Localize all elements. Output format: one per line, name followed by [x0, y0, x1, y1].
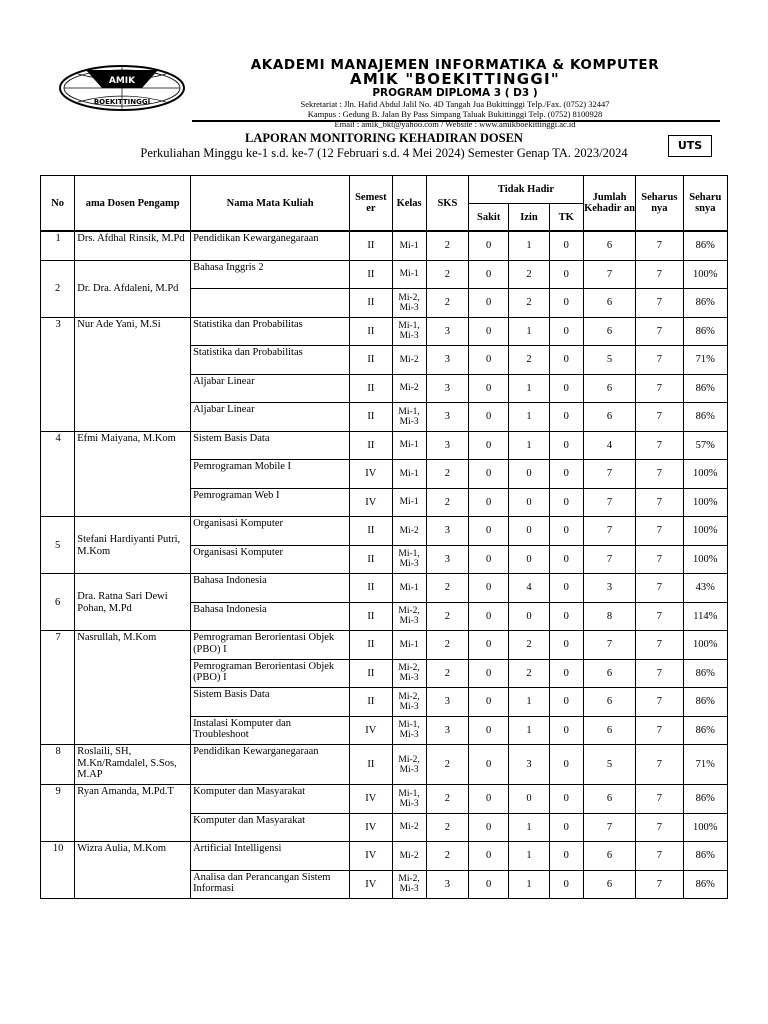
cell-izin: 0: [509, 517, 549, 546]
cell-kelas: Mi-2: [392, 346, 426, 375]
cell-kelas: Mi-2, Mi-3: [392, 870, 426, 899]
cell-course: Organisasi Komputer: [191, 545, 350, 574]
cell-sakit: 0: [469, 231, 509, 260]
cell-course: Pemrograman Berorientasi Objek (PBO) I: [191, 631, 350, 660]
cell-izin: 2: [509, 659, 549, 688]
cell-seharusnya: 7: [636, 870, 683, 899]
table-row: [41, 231, 728, 260]
cell-sakit: 0: [469, 688, 509, 717]
cell-persen: 100%: [683, 631, 727, 660]
cell-izin: 2: [509, 260, 549, 289]
cell-sks: 2: [426, 231, 468, 260]
cell-tk: 0: [549, 346, 583, 375]
cell-sakit: 0: [469, 545, 509, 574]
cell-sks: 3: [426, 517, 468, 546]
logo-subtext: BOEKITTINGGI: [93, 98, 151, 106]
cell-izin: 1: [509, 374, 549, 403]
cell-persen: 86%: [683, 842, 727, 871]
cell-kelas: Mi-2: [392, 813, 426, 842]
cell-sakit: 0: [469, 317, 509, 346]
cell-tk: 0: [549, 431, 583, 460]
cell-sakit: 0: [469, 842, 509, 871]
cell-sks: 3: [426, 688, 468, 717]
cell-persen: 57%: [683, 431, 727, 460]
cell-semester: II: [350, 659, 392, 688]
cell-sakit: 0: [469, 813, 509, 842]
cell-semester: II: [350, 260, 392, 289]
cell-lecturer-name: Stefani Hardiyanti Putri, M.Kom: [75, 517, 191, 574]
cell-course: Bahasa Indonesia: [191, 574, 350, 603]
cell-persen: 86%: [683, 785, 727, 814]
cell-kelas: Mi-2: [392, 842, 426, 871]
cell-jumlah: 7: [583, 460, 635, 489]
cell-sks: 2: [426, 785, 468, 814]
cell-sks: 3: [426, 431, 468, 460]
cell-semester: IV: [350, 716, 392, 745]
cell-tk: 0: [549, 716, 583, 745]
cell-persen: 71%: [683, 745, 727, 785]
cell-sakit: 0: [469, 659, 509, 688]
table-row: [41, 842, 728, 871]
letterhead-divider: [192, 120, 720, 122]
cell-course: Organisasi Komputer: [191, 517, 350, 546]
program-name: PROGRAM DIPLOMA 3 ( D3 ): [372, 87, 538, 99]
cell-persen: 86%: [683, 231, 727, 260]
cell-kelas: Mi-1: [392, 431, 426, 460]
cell-tk: 0: [549, 517, 583, 546]
cell-semester: II: [350, 317, 392, 346]
cell-semester: II: [350, 545, 392, 574]
cell-persen: 100%: [683, 260, 727, 289]
cell-tk: 0: [549, 260, 583, 289]
col-seharusnya: Seharus nya: [636, 176, 683, 232]
cell-kelas: Mi-1: [392, 488, 426, 517]
cell-jumlah: 6: [583, 785, 635, 814]
col-semester: Semest er: [350, 176, 392, 232]
cell-persen: 100%: [683, 517, 727, 546]
cell-kelas: Mi-2, Mi-3: [392, 745, 426, 785]
cell-seharusnya: 7: [636, 813, 683, 842]
col-sks: SKS: [426, 176, 468, 232]
cell-sks: 2: [426, 488, 468, 517]
cell-seharusnya: 7: [636, 231, 683, 260]
cell-sks: 3: [426, 374, 468, 403]
cell-izin: 1: [509, 403, 549, 432]
cell-kelas: Mi-2, Mi-3: [392, 688, 426, 717]
cell-course: Instalasi Komputer dan Troubleshoot: [191, 716, 350, 745]
cell-no: 5: [41, 517, 75, 574]
cell-sakit: 0: [469, 745, 509, 785]
col-no: No: [41, 176, 75, 232]
cell-kelas: Mi-1: [392, 231, 426, 260]
cell-sakit: 0: [469, 260, 509, 289]
cell-persen: 86%: [683, 317, 727, 346]
cell-izin: 0: [509, 545, 549, 574]
letterhead: [190, 58, 720, 129]
cell-tk: 0: [549, 460, 583, 489]
cell-jumlah: 7: [583, 545, 635, 574]
cell-semester: II: [350, 688, 392, 717]
cell-izin: 0: [509, 602, 549, 631]
cell-izin: 1: [509, 716, 549, 745]
cell-seharusnya: 7: [636, 346, 683, 375]
cell-course: Pemrograman Mobile I: [191, 460, 350, 489]
cell-semester: IV: [350, 870, 392, 899]
cell-sakit: 0: [469, 460, 509, 489]
cell-semester: IV: [350, 842, 392, 871]
cell-izin: 3: [509, 745, 549, 785]
cell-jumlah: 5: [583, 745, 635, 785]
cell-sks: 3: [426, 870, 468, 899]
cell-course: Aljabar Linear: [191, 403, 350, 432]
campus-name: AMIK "BOEKITTINGGI": [349, 70, 561, 88]
cell-kelas: Mi-1, Mi-3: [392, 545, 426, 574]
cell-jumlah: 4: [583, 431, 635, 460]
cell-sakit: 0: [469, 488, 509, 517]
cell-jumlah: 8: [583, 602, 635, 631]
cell-kelas: Mi-2: [392, 517, 426, 546]
cell-seharusnya: 7: [636, 716, 683, 745]
cell-sakit: 0: [469, 631, 509, 660]
cell-seharusnya: 7: [636, 460, 683, 489]
cell-seharusnya: 7: [636, 574, 683, 603]
cell-seharusnya: 7: [636, 403, 683, 432]
cell-sakit: 0: [469, 870, 509, 899]
cell-seharusnya: 7: [636, 631, 683, 660]
cell-course: Aljabar Linear: [191, 374, 350, 403]
cell-semester: II: [350, 231, 392, 260]
cell-kelas: Mi-1, Mi-3: [392, 785, 426, 814]
cell-jumlah: 6: [583, 289, 635, 318]
cell-persen: 86%: [683, 716, 727, 745]
table-row: [41, 260, 728, 289]
cell-persen: 100%: [683, 813, 727, 842]
cell-tk: 0: [549, 488, 583, 517]
cell-persen: 86%: [683, 688, 727, 717]
cell-tk: 0: [549, 231, 583, 260]
cell-izin: 2: [509, 631, 549, 660]
cell-sks: 2: [426, 602, 468, 631]
cell-semester: IV: [350, 785, 392, 814]
cell-seharusnya: 7: [636, 545, 683, 574]
cell-no: 7: [41, 631, 75, 745]
col-persen: Seharu snya: [683, 176, 727, 232]
cell-seharusnya: 7: [636, 842, 683, 871]
cell-semester: II: [350, 431, 392, 460]
cell-tk: 0: [549, 688, 583, 717]
cell-lecturer-name: Dra. Ratna Sari Dewi Pohan, M.Pd: [75, 574, 191, 631]
contact-info: Email : amik_bkt@yahoo.com / Website : www.amikboekittinggi.ac.id: [334, 119, 576, 129]
cell-izin: 2: [509, 289, 549, 318]
cell-seharusnya: 7: [636, 289, 683, 318]
cell-lecturer-name: Ryan Amanda, M.Pd.T: [75, 785, 191, 842]
cell-kelas: Mi-1: [392, 260, 426, 289]
cell-jumlah: 6: [583, 231, 635, 260]
cell-lecturer-name: Roslaili, SH, M.Kn/Ramdalel, S.Sos, M.AP: [75, 745, 191, 785]
cell-izin: 1: [509, 842, 549, 871]
cell-seharusnya: 7: [636, 659, 683, 688]
cell-jumlah: 7: [583, 260, 635, 289]
cell-izin: 2: [509, 346, 549, 375]
cell-kelas: Mi-2, Mi-3: [392, 602, 426, 631]
cell-semester: II: [350, 574, 392, 603]
cell-jumlah: 7: [583, 517, 635, 546]
cell-jumlah: 6: [583, 317, 635, 346]
cell-seharusnya: 7: [636, 260, 683, 289]
cell-semester: II: [350, 289, 392, 318]
campus-address: Kampus : Gedung B. Jalan By Pass Simpang Taluak Bukittinggi Telp. (0752) 8100928: [307, 109, 603, 119]
table-body: [41, 231, 728, 899]
cell-jumlah: 6: [583, 659, 635, 688]
cell-seharusnya: 7: [636, 785, 683, 814]
cell-persen: 100%: [683, 545, 727, 574]
cell-sakit: 0: [469, 346, 509, 375]
table-row: [41, 785, 728, 814]
cell-jumlah: 6: [583, 842, 635, 871]
cell-sakit: 0: [469, 517, 509, 546]
cell-tk: 0: [549, 574, 583, 603]
cell-kelas: Mi-1, Mi-3: [392, 403, 426, 432]
cell-lecturer-name: Wizra Aulia, M.Kom: [75, 842, 191, 899]
cell-jumlah: 6: [583, 403, 635, 432]
cell-course: [191, 289, 350, 318]
cell-tk: 0: [549, 813, 583, 842]
cell-seharusnya: 7: [636, 431, 683, 460]
cell-semester: IV: [350, 813, 392, 842]
exam-badge: UTS: [668, 135, 712, 157]
cell-jumlah: 7: [583, 631, 635, 660]
cell-izin: 1: [509, 870, 549, 899]
cell-tk: 0: [549, 842, 583, 871]
cell-course: Bahasa Indonesia: [191, 602, 350, 631]
cell-semester: II: [350, 517, 392, 546]
cell-course: Pemrograman Web I: [191, 488, 350, 517]
table-row: [41, 431, 728, 460]
cell-course: Sistem Basis Data: [191, 431, 350, 460]
institution-name: AKADEMI MANAJEMEN INFORMATIKA & KOMPUTER: [250, 57, 660, 73]
cell-sakit: 0: [469, 716, 509, 745]
cell-semester: II: [350, 745, 392, 785]
cell-izin: 0: [509, 488, 549, 517]
cell-sks: 2: [426, 745, 468, 785]
table-row: [41, 517, 728, 546]
cell-sks: 3: [426, 346, 468, 375]
cell-course: Statistika dan Probabilitas: [191, 317, 350, 346]
cell-kelas: Mi-1: [392, 574, 426, 603]
cell-tk: 0: [549, 659, 583, 688]
cell-izin: 0: [509, 460, 549, 489]
cell-course: Artificial Intelligensi: [191, 842, 350, 871]
cell-sks: 2: [426, 574, 468, 603]
col-jumlah: Jumlah Kehadir an: [583, 176, 635, 232]
cell-persen: 86%: [683, 659, 727, 688]
cell-kelas: Mi-2, Mi-3: [392, 289, 426, 318]
cell-course: Bahasa Inggris 2: [191, 260, 350, 289]
cell-lecturer-name: Dr. Dra. Afdaleni, M.Pd: [75, 260, 191, 317]
logo-text: AMIK: [108, 76, 136, 86]
cell-persen: 100%: [683, 488, 727, 517]
report-subtitle: Perkuliahan Minggu ke-1 s.d. ke-7 (12 Februari s.d. 4 Mei 2024) Semester Genap TA. 2023/2024: [140, 146, 628, 160]
cell-kelas: Mi-2, Mi-3: [392, 659, 426, 688]
cell-no: 8: [41, 745, 75, 785]
cell-sks: 2: [426, 289, 468, 318]
cell-seharusnya: 7: [636, 488, 683, 517]
cell-course: Pendidikan Kewarganegaraan: [191, 231, 350, 260]
cell-persen: 86%: [683, 403, 727, 432]
cell-sks: 2: [426, 842, 468, 871]
cell-course: Pemrograman Berorientasi Objek (PBO) I: [191, 659, 350, 688]
cell-no: 6: [41, 574, 75, 631]
cell-sks: 2: [426, 260, 468, 289]
cell-sks: 2: [426, 813, 468, 842]
cell-no: 9: [41, 785, 75, 842]
cell-kelas: Mi-1, Mi-3: [392, 716, 426, 745]
cell-seharusnya: 7: [636, 688, 683, 717]
cell-course: Pendidikan Kewarganegaraan: [191, 745, 350, 785]
cell-seharusnya: 7: [636, 374, 683, 403]
cell-tk: 0: [549, 745, 583, 785]
cell-course: Analisa dan Perancangan Sistem Informasi: [191, 870, 350, 899]
cell-sakit: 0: [469, 374, 509, 403]
cell-izin: 1: [509, 813, 549, 842]
col-tidak-hadir: Tidak Hadir: [469, 176, 584, 204]
cell-sks: 3: [426, 317, 468, 346]
cell-sks: 2: [426, 659, 468, 688]
cell-persen: 86%: [683, 870, 727, 899]
cell-lecturer-name: Nur Ade Yani, M.Si: [75, 317, 191, 431]
col-sakit: Sakit: [469, 204, 509, 232]
cell-sks: 3: [426, 545, 468, 574]
cell-tk: 0: [549, 545, 583, 574]
cell-no: 10: [41, 842, 75, 899]
cell-sks: 2: [426, 631, 468, 660]
cell-semester: II: [350, 346, 392, 375]
col-kelas: Kelas: [392, 176, 426, 232]
table-row: [41, 745, 728, 785]
cell-izin: 1: [509, 231, 549, 260]
cell-persen: 100%: [683, 460, 727, 489]
cell-sakit: 0: [469, 574, 509, 603]
cell-jumlah: 7: [583, 488, 635, 517]
cell-course: Komputer dan Masyarakat: [191, 813, 350, 842]
cell-persen: 86%: [683, 289, 727, 318]
cell-jumlah: 6: [583, 716, 635, 745]
cell-course: Komputer dan Masyarakat: [191, 785, 350, 814]
table-row: [41, 574, 728, 603]
cell-izin: 1: [509, 317, 549, 346]
cell-no: 3: [41, 317, 75, 431]
cell-sks: 3: [426, 403, 468, 432]
cell-semester: II: [350, 631, 392, 660]
cell-sakit: 0: [469, 289, 509, 318]
cell-kelas: Mi-2: [392, 374, 426, 403]
cell-course: Statistika dan Probabilitas: [191, 346, 350, 375]
col-matkul: Nama Mata Kuliah: [191, 176, 350, 232]
cell-sks: 3: [426, 716, 468, 745]
cell-tk: 0: [549, 374, 583, 403]
cell-sks: 2: [426, 460, 468, 489]
col-tk: TK: [549, 204, 583, 232]
table-row: [41, 317, 728, 346]
cell-tk: 0: [549, 785, 583, 814]
cell-seharusnya: 7: [636, 602, 683, 631]
cell-tk: 0: [549, 403, 583, 432]
cell-lecturer-name: Efmi Maiyana, M.Kom: [75, 431, 191, 517]
report-title: LAPORAN MONITORING KEHADIRAN DOSEN: [245, 131, 523, 145]
cell-tk: 0: [549, 870, 583, 899]
cell-persen: 71%: [683, 346, 727, 375]
cell-jumlah: 6: [583, 688, 635, 717]
cell-jumlah: 6: [583, 870, 635, 899]
cell-kelas: Mi-1: [392, 460, 426, 489]
col-izin: Izin: [509, 204, 549, 232]
attendance-table: [40, 175, 728, 899]
cell-izin: 1: [509, 688, 549, 717]
cell-semester: II: [350, 602, 392, 631]
cell-persen: 114%: [683, 602, 727, 631]
cell-sakit: 0: [469, 431, 509, 460]
cell-semester: IV: [350, 460, 392, 489]
cell-semester: IV: [350, 488, 392, 517]
cell-seharusnya: 7: [636, 745, 683, 785]
cell-jumlah: 7: [583, 813, 635, 842]
cell-course: Sistem Basis Data: [191, 688, 350, 717]
cell-lecturer-name: Nasrullah, M.Kom: [75, 631, 191, 745]
cell-tk: 0: [549, 289, 583, 318]
cell-kelas: Mi-1: [392, 631, 426, 660]
cell-sakit: 0: [469, 602, 509, 631]
cell-jumlah: 5: [583, 346, 635, 375]
cell-no: 1: [41, 231, 75, 260]
cell-jumlah: 3: [583, 574, 635, 603]
col-dosen: ama Dosen Pengamp: [75, 176, 191, 232]
cell-no: 2: [41, 260, 75, 317]
cell-seharusnya: 7: [636, 517, 683, 546]
cell-tk: 0: [549, 631, 583, 660]
cell-izin: 4: [509, 574, 549, 603]
cell-seharusnya: 7: [636, 317, 683, 346]
cell-semester: II: [350, 374, 392, 403]
cell-izin: 0: [509, 785, 549, 814]
cell-jumlah: 6: [583, 374, 635, 403]
cell-semester: II: [350, 403, 392, 432]
cell-persen: 86%: [683, 374, 727, 403]
cell-no: 4: [41, 431, 75, 517]
cell-tk: 0: [549, 602, 583, 631]
cell-persen: 43%: [683, 574, 727, 603]
table-row: [41, 631, 728, 660]
cell-kelas: Mi-1, Mi-3: [392, 317, 426, 346]
cell-tk: 0: [549, 317, 583, 346]
cell-lecturer-name: Drs. Afdhal Rinsik, M.Pd: [75, 231, 191, 260]
cell-sakit: 0: [469, 403, 509, 432]
cell-izin: 1: [509, 431, 549, 460]
secretariat-address: Sekretariat : Jln. Hafid Abdul Jalil No. 4D Tangah Jua Bukittinggi Telp./Fax. (0752) 32447: [300, 99, 610, 109]
amik-logo: [58, 62, 186, 112]
cell-sakit: 0: [469, 785, 509, 814]
